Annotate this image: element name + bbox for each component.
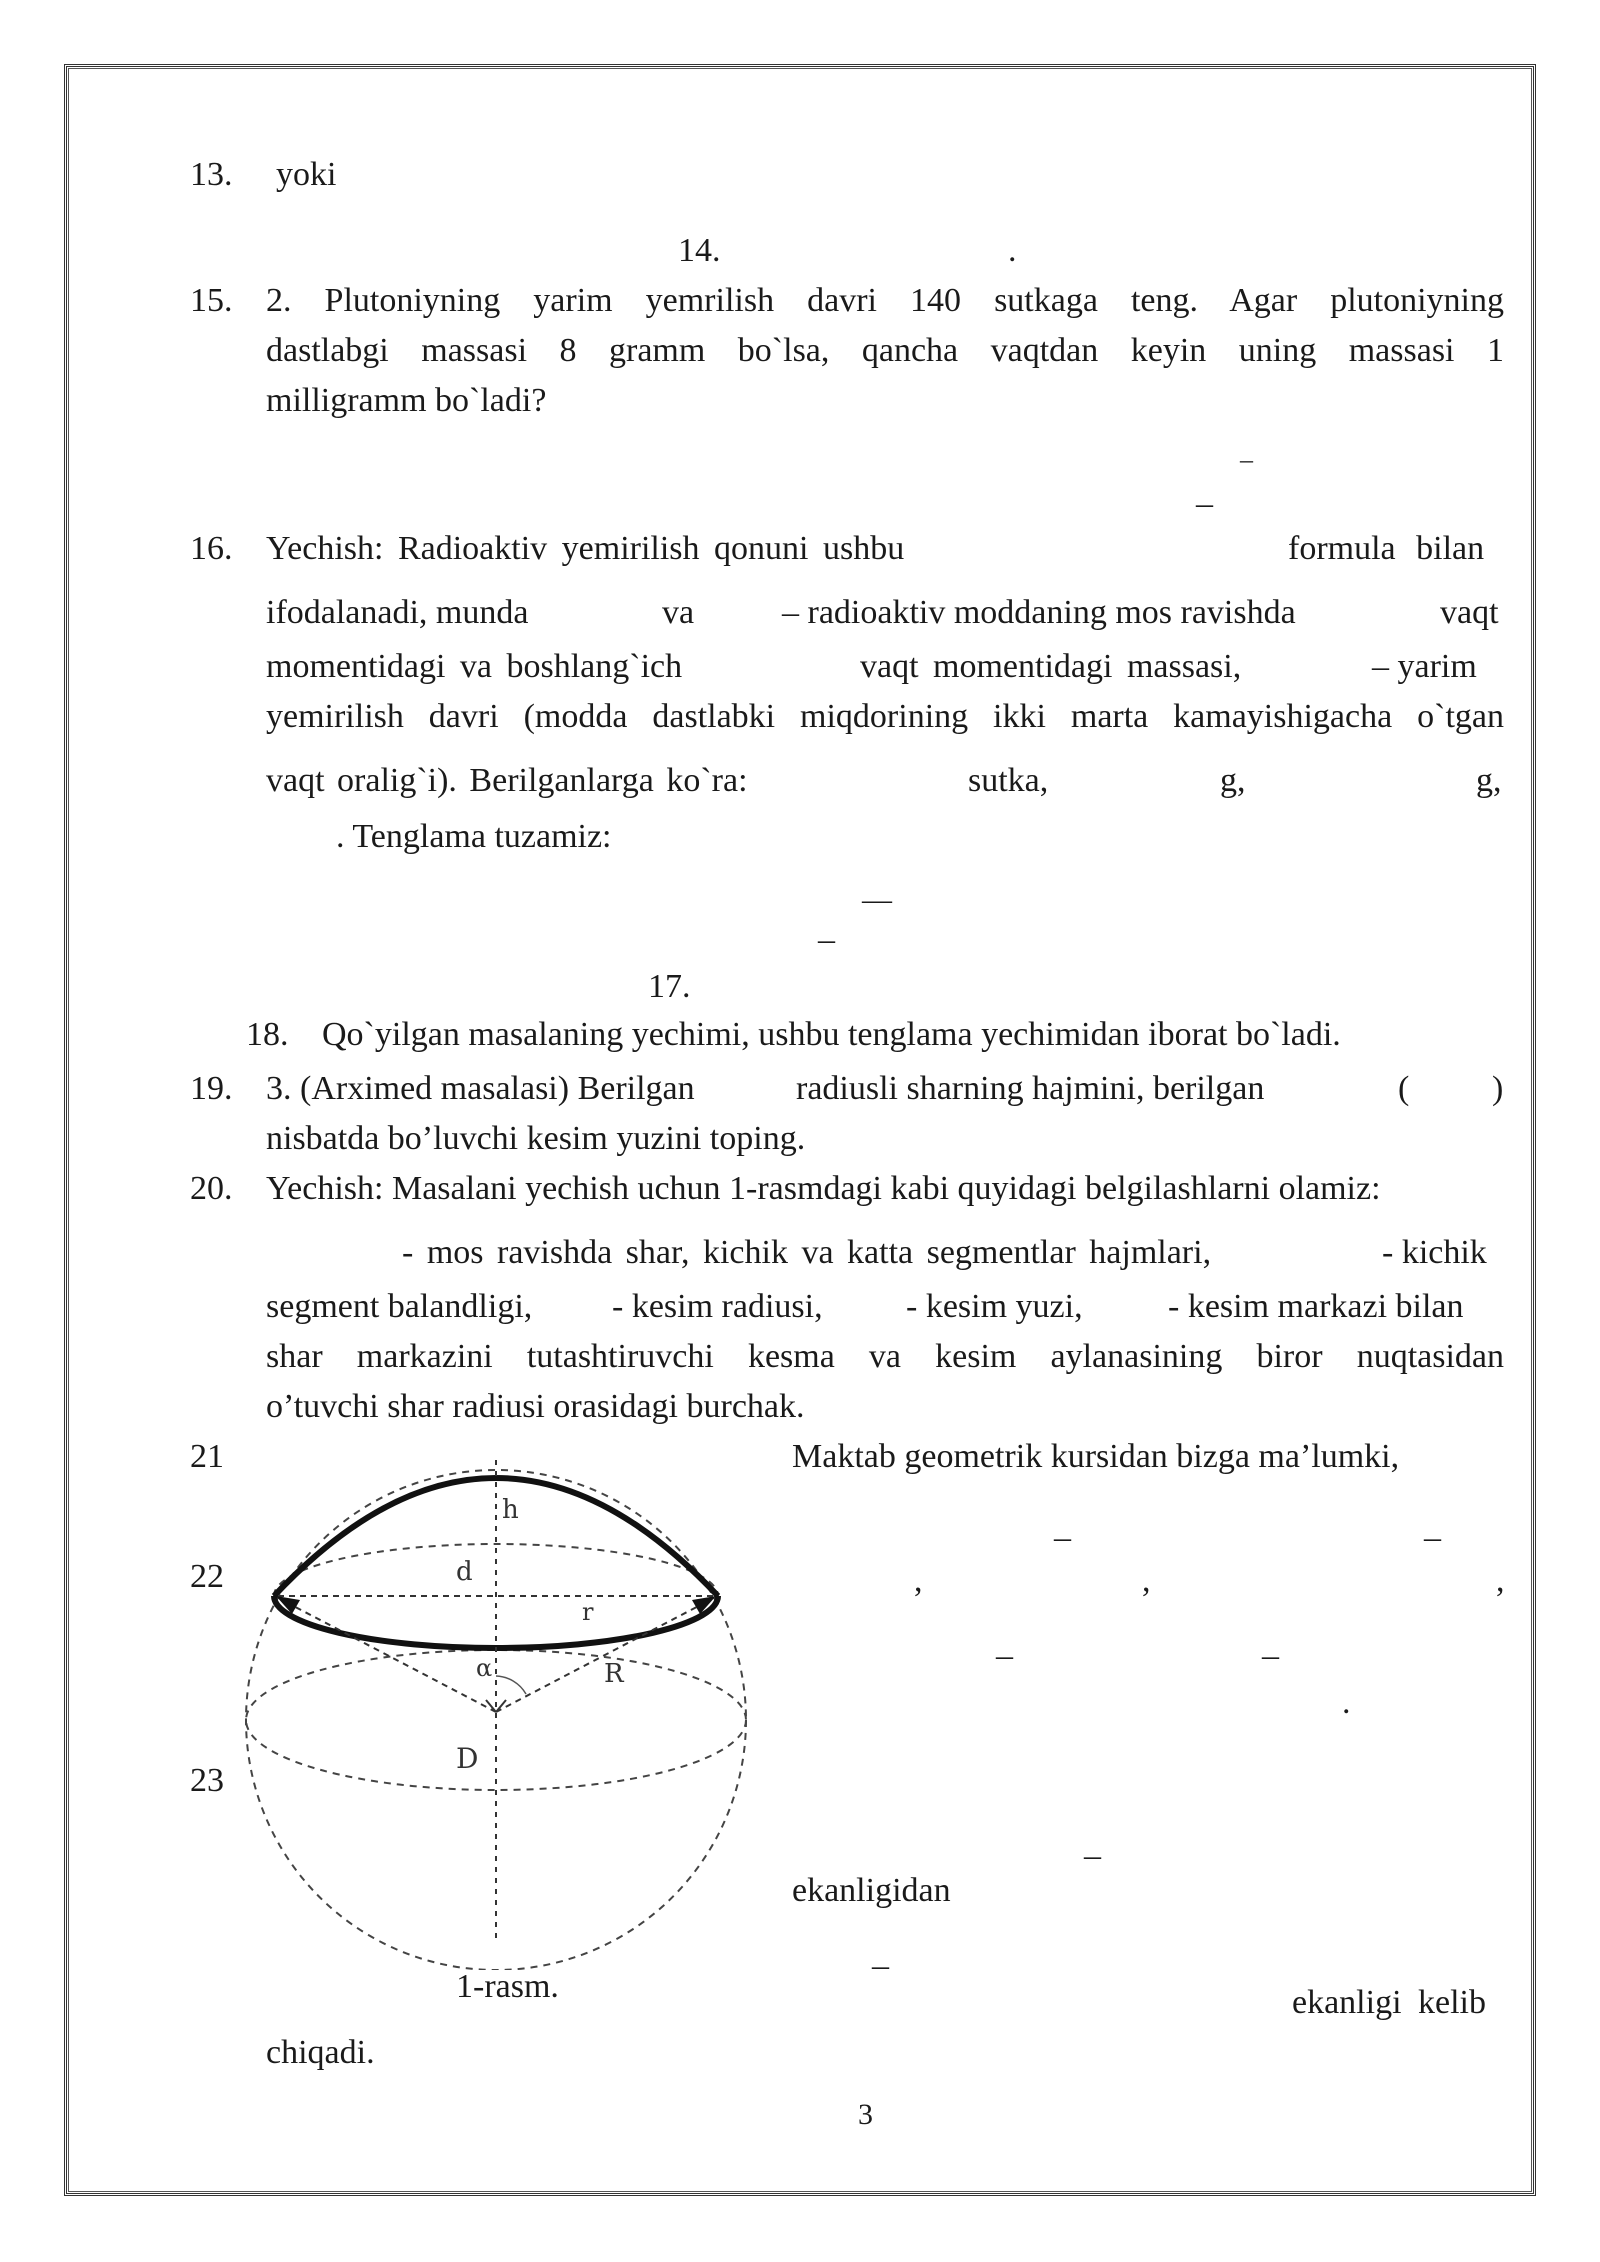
item-21-text: Maktab geometrik kursidan bizga ma’lumki,	[792, 1438, 1400, 1475]
item-19-text: )	[1492, 1070, 1504, 1107]
item-16-text: – radioaktiv moddaning mos ravishda	[782, 594, 1296, 631]
formula-fraction-mark: –	[996, 1637, 1013, 1674]
item-20-text: - kesim radiusi,	[612, 1288, 823, 1325]
item-16-text: va	[662, 594, 695, 631]
item-20-text: - mos ravishda shar, kichik va katta segmentlar hajmlari,	[402, 1234, 1212, 1271]
item-18-text: Qo`yilgan masalaning yechimi, ushbu tenglama yechimidan iborat bo`ladi.	[322, 1016, 1341, 1053]
formula-dot: .	[1342, 1684, 1351, 1721]
item-19-text: 3. (Arximed masalasi) Berilgan	[266, 1070, 695, 1107]
formula-fraction-mark: –	[1196, 485, 1213, 522]
item-16-number: 16.	[190, 530, 233, 567]
item-20-text: o’tuvchi shar radiusi orasidagi burchak.	[266, 1388, 805, 1425]
item-20-text: segment balandligi,	[266, 1288, 533, 1325]
item-16-text: yemirilish davri (modda dastlabki miqdorining ikki marta kamayishigacha o`tgan	[266, 698, 1504, 735]
item-16-text: g,	[1220, 762, 1246, 799]
item-19-text: nisbatda bo’luvchi kesim yuzini toping.	[266, 1120, 806, 1157]
item-16-text: g,	[1476, 762, 1502, 799]
formula-fraction-mark: –	[1240, 445, 1253, 474]
item-16-text: ifodalanadi, munda	[266, 594, 529, 631]
formula-comma: ,	[914, 1562, 923, 1599]
item-16-text: – yarim	[1372, 648, 1477, 685]
formula-fraction-mark: –	[1262, 1637, 1279, 1674]
item-16-text: vaqt	[1440, 594, 1499, 631]
ekanligi-text: ekanligi kelib	[1292, 1984, 1487, 2021]
item-14-number: 14.	[678, 232, 721, 269]
page-number: 3	[858, 2098, 873, 2131]
item-15-line-1: 2. Plutoniyning yarim yemrilish davri 140 sutkaga teng. Agar plutoniyning	[266, 282, 1504, 319]
label-D: D	[456, 1742, 479, 1775]
item-21-number: 21	[190, 1438, 224, 1475]
item-13-number: 13.	[190, 156, 233, 193]
ekanligidan-text: ekanligidan	[792, 1872, 951, 1909]
chiqadi-text: chiqadi.	[266, 2034, 375, 2071]
formula-fraction-mark: –	[1054, 1519, 1071, 1556]
item-20-text: - kesim markazi bilan	[1168, 1288, 1464, 1325]
formula-fraction-mark: –	[872, 1947, 889, 1984]
item-19-number: 19.	[190, 1070, 233, 1107]
item-20-text: shar markazini tutashtiruvchi kesma va kesim aylanasining biror nuqtasidan	[266, 1338, 1504, 1375]
item-14-dot: .	[1008, 232, 1017, 269]
item-23-number: 23	[190, 1762, 224, 1799]
sphere-figure	[230, 1450, 770, 1970]
label-h: h	[502, 1495, 519, 1525]
item-16-text: vaqt momentidagi massasi,	[860, 648, 1242, 685]
formula-fraction-mark: —	[862, 883, 892, 916]
formula-comma: ,	[1496, 1562, 1505, 1599]
label-R: R	[604, 1659, 624, 1689]
alpha-arc	[496, 1676, 526, 1694]
item-15-number: 15.	[190, 282, 233, 319]
item-16-text: sutka,	[968, 762, 1049, 799]
item-19-text: (	[1398, 1070, 1410, 1107]
item-16-text: . Tenglama tuzamiz:	[336, 818, 612, 855]
item-17-number: 17.	[648, 968, 691, 1005]
item-16-text: momentidagi va boshlang`ich	[266, 648, 683, 685]
item-18-number: 18.	[246, 1016, 289, 1053]
item-20-text: - kesim yuzi,	[906, 1288, 1083, 1325]
label-alpha: α	[476, 1654, 493, 1682]
item-20-number: 20.	[190, 1170, 233, 1207]
formula-fraction-mark: –	[1424, 1519, 1441, 1556]
item-16-text: Yechish: Radioaktiv yemirilish qonuni ushbu	[266, 530, 905, 567]
formula-comma: ,	[1142, 1562, 1151, 1599]
radius-right	[496, 1600, 710, 1712]
item-20-text: - kichik	[1382, 1234, 1487, 1271]
figure-caption: 1-rasm.	[456, 1968, 559, 2005]
item-15-line-2: dastlabgi massasi 8 gramm bo`lsa, qancha vaqtdan keyin uning massasi 1	[266, 332, 1504, 369]
item-19-text: radiusli sharning hajmini, berilgan	[796, 1070, 1265, 1107]
item-15-line-3: milligramm bo`ladi?	[266, 382, 547, 419]
label-d: d	[456, 1557, 473, 1587]
item-16-text: formula bilan	[1288, 530, 1485, 567]
item-16-text: vaqt oralig`i). Berilganlarga ko`ra:	[266, 762, 748, 799]
label-r: r	[582, 1598, 594, 1626]
item-20-text: Yechish: Masalani yechish uchun 1-rasmdagi kabi quyidagi belgilashlarni olamiz:	[266, 1170, 1381, 1207]
formula-fraction-mark: –	[1084, 1837, 1101, 1874]
formula-fraction-mark: –	[818, 921, 835, 958]
item-13-text: yoki	[276, 156, 337, 193]
item-22-number: 22	[190, 1558, 224, 1595]
